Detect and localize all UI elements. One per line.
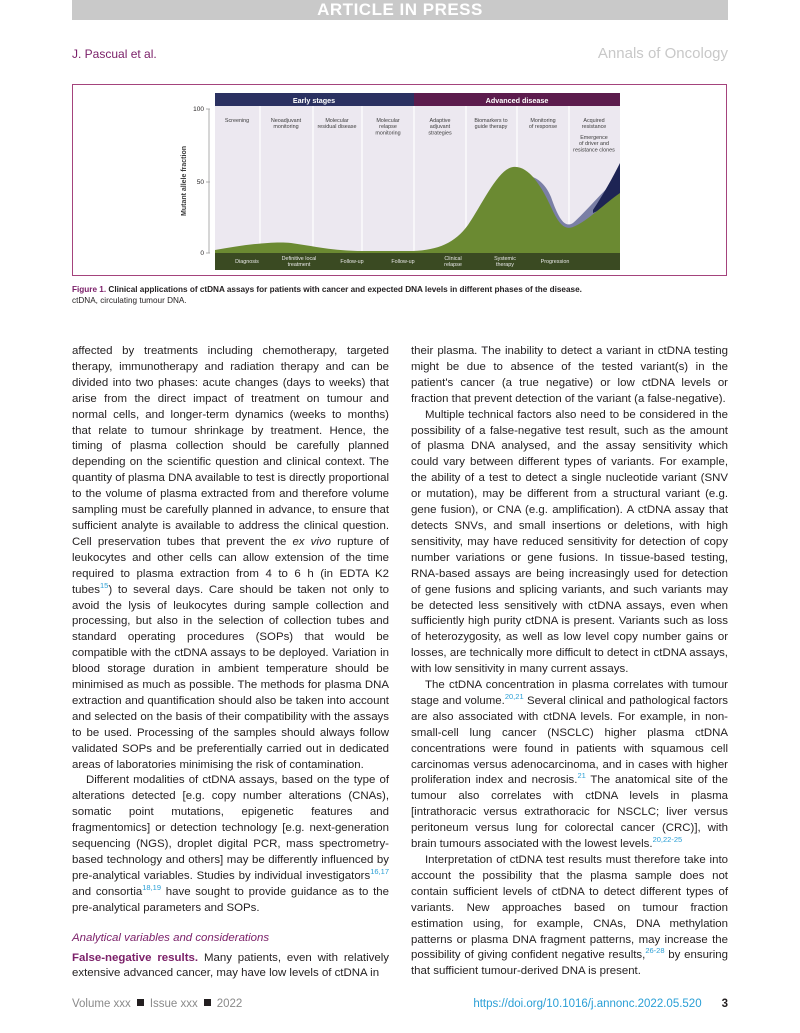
- group-label-advanced: Advanced disease: [485, 96, 549, 105]
- footer-volume-info: Volume xxx Issue xxx 2022: [72, 998, 243, 1010]
- citation-link[interactable]: 20,21: [504, 692, 524, 702]
- timeline-label: Progression: [540, 259, 570, 265]
- citation-link[interactable]: 20,22-25: [652, 835, 683, 845]
- y-tick-50: 50: [196, 179, 204, 186]
- page-number: 3: [721, 998, 728, 1010]
- running-head-journal: Annals of Oncology: [597, 45, 728, 62]
- y-tick-100: 100: [193, 106, 204, 113]
- citation-link[interactable]: 18,19: [142, 883, 162, 892]
- panel-label: Monitoring of response: [528, 118, 558, 131]
- citation-link[interactable]: 15: [99, 580, 109, 590]
- paragraph: Multiple technical factors also need to be considered in the possibility of a false-negative test result, such as the amount of plasma DNA analysed, and the assay sensitivity which could vary between different types of variants. For example, the ability of a test to detect a single nucleotide variant (SNV or mutation), may be different from a structural variant (e.g. gene fusion), or CNA (e.g. amplification). A ctDNA assay that detects SNVs, and small insertions or deletions, with high sensitivity, may have reduced sensitivity for detection of copy number variations or gene fusions. In tissue-based testing, RNA-based assays are being increasingly used for detection of gene fusions and splicing variants, and such variants may be detected less sensitively with ctDNA assays, even when sufficiently high purity ctDNA is present. Variants such as loss of heterozygosity, as well as low level copy number gains or losses, are technically more difficult to detect in ctDNA assays, with low sensitivity in many current assays.: [411, 408, 728, 676]
- panel-label: Molecular relapse monitoring: [375, 118, 401, 137]
- panel-label: Acquired resistance: [581, 118, 607, 131]
- paragraph: The ctDNA concentration in plasma correlates with tumour stage and volume.$^{20,21}$ Several clinical and pathological factors are also associated with ctDNA levels. For example, in non-small-cell lung cancer (NSCLC) higher plasma ctDNA concentrations were found in patients with squamous cell carcinomas versus adenocarcinoma, and in cases with higher proliferation index and necrosis.$^{21}$ The anatomical site of the tumour also correlates with ctDNA levels in plasma [intrathoracic versus extrathoracic for NSCLC; liver versus peritoneum versus lung for colorectal cancer (CRC)], with brain tumours associated with the lowest levels.$^{20,22-25}$: [411, 679, 728, 851]
- caption-label: Figure 1.: [72, 285, 107, 294]
- panel-label: Molecular residual disease: [317, 118, 357, 131]
- figure-1: [72, 84, 727, 276]
- running-head-authors: J. Pascual et al.: [72, 47, 157, 61]
- y-tick-0: 0: [200, 250, 204, 257]
- panel-label: Screening: [224, 118, 250, 124]
- citation-link[interactable]: 26-28: [645, 946, 665, 956]
- panel-label: Adaptive adjuvant strategies: [428, 118, 452, 137]
- paragraph: Interpretation of ctDNA test results must therefore take into account the possibility that the plasma sample does not contain sufficient levels of ctDNA to detect different types of variants. New approaches based on tumour fraction estimation using, for example, CNAs, DNA methylation patterns or plasma DNA fragment patterns, may increase the possibility of giving confident negative results,$^{26-28}$ by ensuring that sufficient tumour-derived DNA is present.: [411, 854, 729, 978]
- group-label-early: Early stages: [292, 96, 336, 105]
- figure-1-diagram: [73, 85, 726, 275]
- y-axis-label: Mutant allele fraction: [181, 145, 188, 217]
- footer-doi: [473, 998, 728, 1010]
- resistance-note: Emergence of driver and resistance clones: [573, 135, 615, 154]
- caption-title: Clinical applications of ctDNA assays for patients with cancer and expected DNA levels in different phases of the disease.: [108, 285, 582, 294]
- article-in-press-banner: ARTICLE IN PRESS: [72, 0, 728, 20]
- panel-label: Biomarkers to guide therapy: [474, 118, 508, 131]
- body-column-right: [411, 344, 728, 980]
- citation-link[interactable]: 21: [577, 771, 586, 781]
- timeline-label: Follow-up: [391, 259, 415, 265]
- section-subheading: Analytical variables and considerations: [72, 931, 270, 944]
- paragraph: their plasma. The inability to detect a variant in ctDNA testing might be due to absence of the tested variant(s) in the patient's cancer (a true negative) or low ctDNA levels or fraction that prevent detection of the variant (a false-negative).: [411, 345, 728, 405]
- timeline-label: Definitive local treatment: [281, 256, 317, 269]
- timeline-label: Clinical relapse: [444, 256, 462, 269]
- timeline-label: Diagnosis: [235, 259, 259, 265]
- paragraph: Different modalities of ctDNA assays, based on the type of alterations detected [e.g. copy number alterations (CNAs), somatic point mutations, epigenetic features and fragmentomics] or detection technology [e.g. next-generation sequencing (NGS), droplet digital PCR, mass spectrometry-based technology and others] may be differently influenced by pre-analytical variables. Studies by individual investigators$^{16,17}$ and consortia$^{18,19}$ have sought to provide guidance as to the pre-analytical parameters and SOPs.: [72, 774, 390, 914]
- caption-note: ctDNA, circulating tumour DNA.: [72, 296, 187, 305]
- citation-link[interactable]: 16,17: [370, 867, 389, 877]
- paragraph: False-negative results. Many patients, even with relatively extensive advanced cancer, may have low levels of ctDNA in: [72, 951, 389, 980]
- timeline-label: Systemic therapy: [494, 256, 516, 269]
- panel-label: Neoadjuvant monitoring: [270, 118, 302, 131]
- doi-link[interactable]: https://doi.org/10.1016/j.annonc.2022.05.520: [473, 998, 702, 1010]
- run-in-heading: False-negative results.: [72, 951, 199, 964]
- timeline-label: Follow-up: [340, 259, 364, 265]
- figure-caption: [72, 284, 728, 306]
- paragraph: affected by treatments including chemotherapy, targeted therapy, immunotherapy and radiation therapy and can be divided into two phases: acute changes (days to weeks) that arise from the direct impact of treatment on tumour and normal cells, and longer-term dynamics (weeks to months) that relate to tumour shrinkage by treatment. Hence, the timing of plasma collection should be carefully planned depending on the scientific question and clinical context. The quantity of plasma DNA available to test is directly proportional to the volume of plasma extracted from and therefore volume sampling must be carefully planned in advance, to ensure that sufficient analyte is available to address the clinical question. Cell preservation tubes that prevent the ex vivo rupture of leukocytes and other cells can allow extension of the time required to plasma extraction from 4 to 6 h (in EDTA K2 tubes$^{15}$) to several days. Care should be taken not only to avoid the lysis of leukocytes during sample collection and processing, but also in the selection of collection tubes and standard operating procedures (SOPs) that would be compatible with the ctDNA assays to be deployed. Variation in blood storage duration in ambient temperature should be minimised as much as possible. The methods for plasma DNA extraction and quantification should also be taken into account and selected on the basis of their compatibility with the assays to be used. Processing of the samples should always follow validated SOPs and be preferentially carried out in dedicated areas of laboratories minimising the risk of contamination.: [72, 345, 389, 771]
- body-column-left: [72, 344, 389, 982]
